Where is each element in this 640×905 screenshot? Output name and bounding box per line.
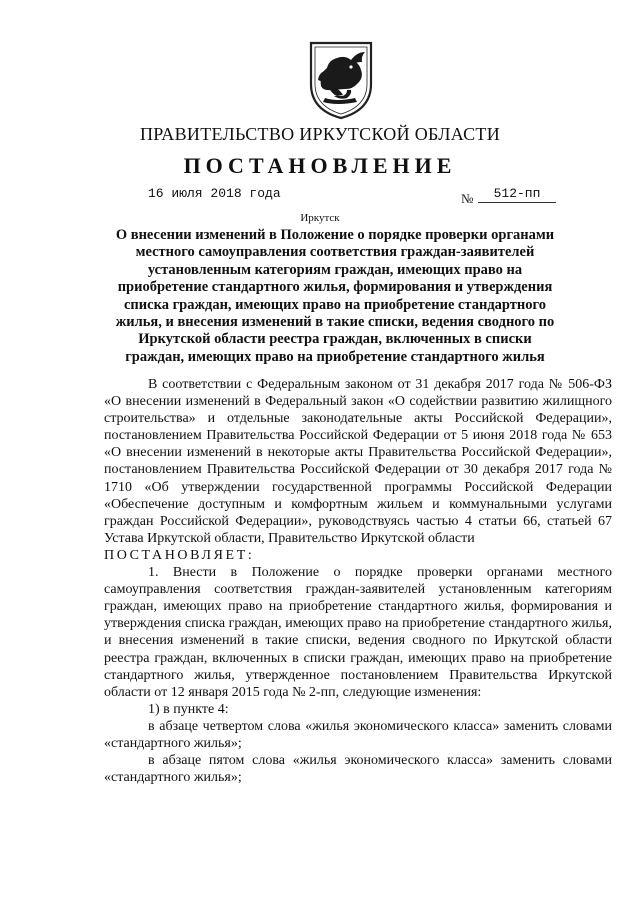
city-name: Иркутск [300, 212, 340, 224]
irkutsk-coat-of-arms-icon [307, 40, 375, 120]
document-type: ПОСТАНОВЛЕНИЕ [183, 153, 457, 178]
document-body [104, 376, 612, 786]
number-sign: № [461, 191, 474, 206]
paragraph-5th-change: в абзаце пятом слова «жилья экономического класса» заменить словами «стандартного жилья»; [104, 753, 612, 786]
item-1-paragraph: 1. Внести в Положение о порядке проверки органами местного самоуправления соответствия граждан-заявителей установленным категориям граждан, имеющих право на приобретение стандартного жилья, формирования и утверждения списка граждан, имеющих право на приобретение стандартного жилья, и внесения изменений в такие списки, ведения сводного по Иркутской области реестра граждан, включенных в списки граждан, имеющих право на приобретение стандартного жилья, утвержденное постановлением Правительства Иркутской области от 12 января 2015 года № 2-пп, следующие изменения: [104, 565, 612, 700]
subitem-1-paragraph: 1) в пункте 4: [148, 701, 229, 717]
paragraph-4th-change: в абзаце четвертом слова «жилья экономического класса» заменить словами «стандартного жилья»; [104, 718, 612, 751]
government-name: ПРАВИТЕЛЬСТВО ИРКУТСКОЙ ОБЛАСТИ [139, 124, 501, 144]
document-number: 512-пп [478, 186, 556, 203]
document-date: 16 июля 2018 года [148, 186, 281, 201]
preamble-paragraph: В соответствии с Федеральным законом от 31 декабря 2017 года № 506-ФЗ «О внесении изменений в Федеральный закон «О содействии развитию жилищного строительства» и отдельные законодательные акты Российской Федерации», постановлением Правительства Российской Федерации от 5 июня 2018 года № 653 «О внесении изменений в некоторые акты Правительства Российской Федерации», постановлением Правительства Российской Федерации от 30 декабря 2017 года № 1710 «Об утверждении государственной программы Российской Федерации «Обеспечение доступным и комфортным жильем и коммунальными услугами граждан Российской Федерации», руководствуясь частью 4 статьи 66, статьей 67 Устава Иркутской области, Правительство Иркутской области [104, 377, 612, 546]
document-title: О внесении изменений в Положение о порядке проверки органами местного самоуправления соответствия граждан-заявителей установленным категориям граждан, имеющих право на приобретение стандартного жилья, формирования и утверждения списка граждан, имеющих право на приобретение стандартного жилья, и внесения изменений в такие списки, ведения сводного по Иркутской области реестра граждан, включенных в списки граждан, имеющих право на приобретение стандартного жилья [115, 227, 555, 365]
resolves-heading: ПОСТАНОВЛЯЕТ: [104, 547, 255, 563]
